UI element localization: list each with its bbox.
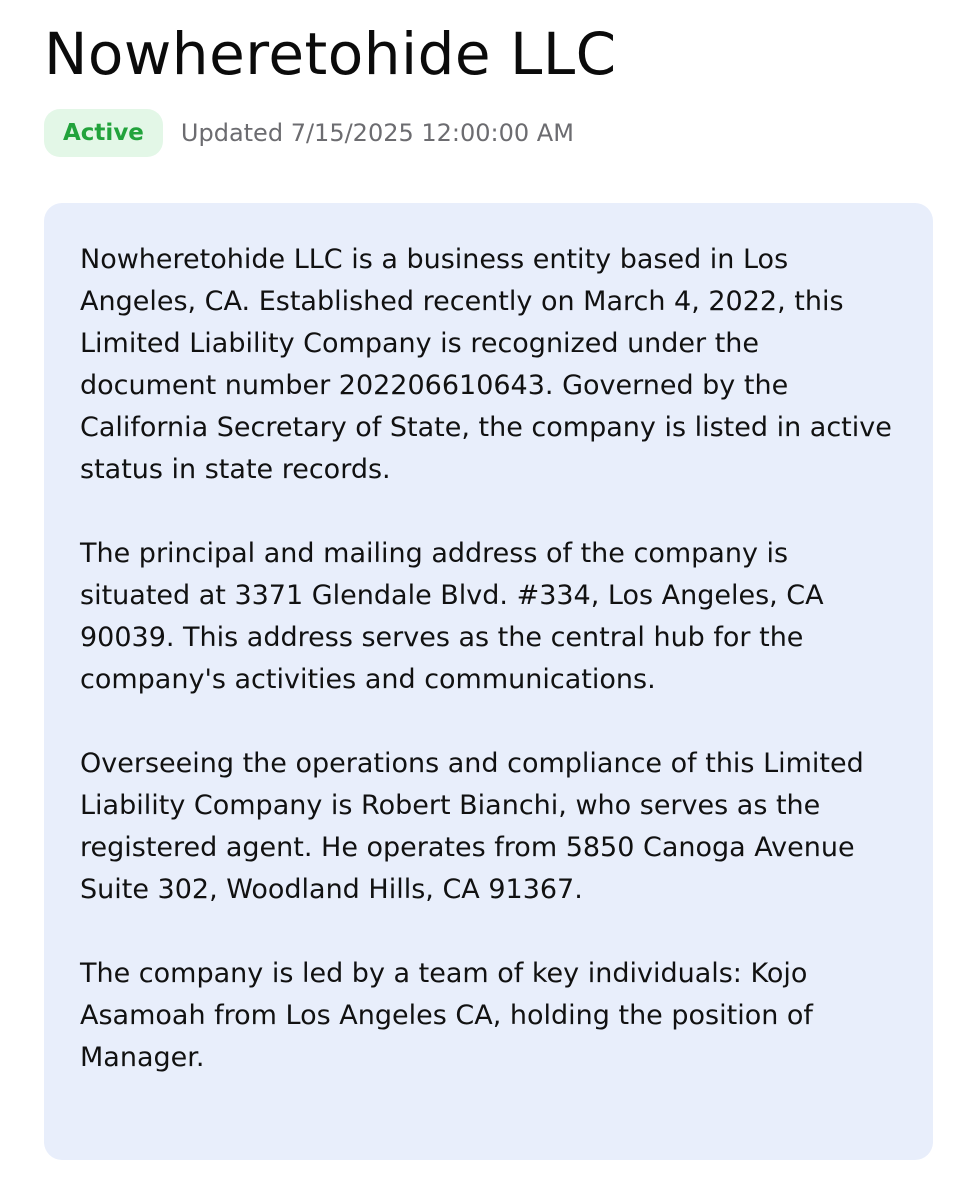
page-title: Nowheretohide LLC <box>44 20 617 88</box>
entity-summary-card <box>44 203 933 1160</box>
status-badge: Active <box>44 109 163 157</box>
summary-paragraph-key-individuals: The company is led by a team of key individuals: Kojo Asamoah from Los Angeles CA, holding the position of Manager. <box>80 958 813 1073</box>
summary-paragraph-address: The principal and mailing address of the company is situated at 3371 Glendale Blvd. #334, Los Angeles, CA 90039. This address serves as the central hub for the company's activities and communications. <box>80 538 824 695</box>
updated-timestamp: Updated 7/15/2025 12:00:00 AM <box>180 119 574 147</box>
summary-paragraph-registered-agent: Overseeing the operations and compliance of this Limited Liability Company is Robert Bianchi, who serves as the registered agent. He operates from 5850 Canoga Avenue Suite 302, Woodland Hills, CA 91367. <box>80 748 864 905</box>
summary-paragraph-overview: Nowheretohide LLC is a business entity based in Los Angeles, CA. Established recently on March 4, 2022, this Limited Liability Company is recognized under the document number 202206610643. Governed by the California Secretary of State, the company is listed in active status in state records. <box>80 244 892 485</box>
status-row <box>44 109 574 157</box>
